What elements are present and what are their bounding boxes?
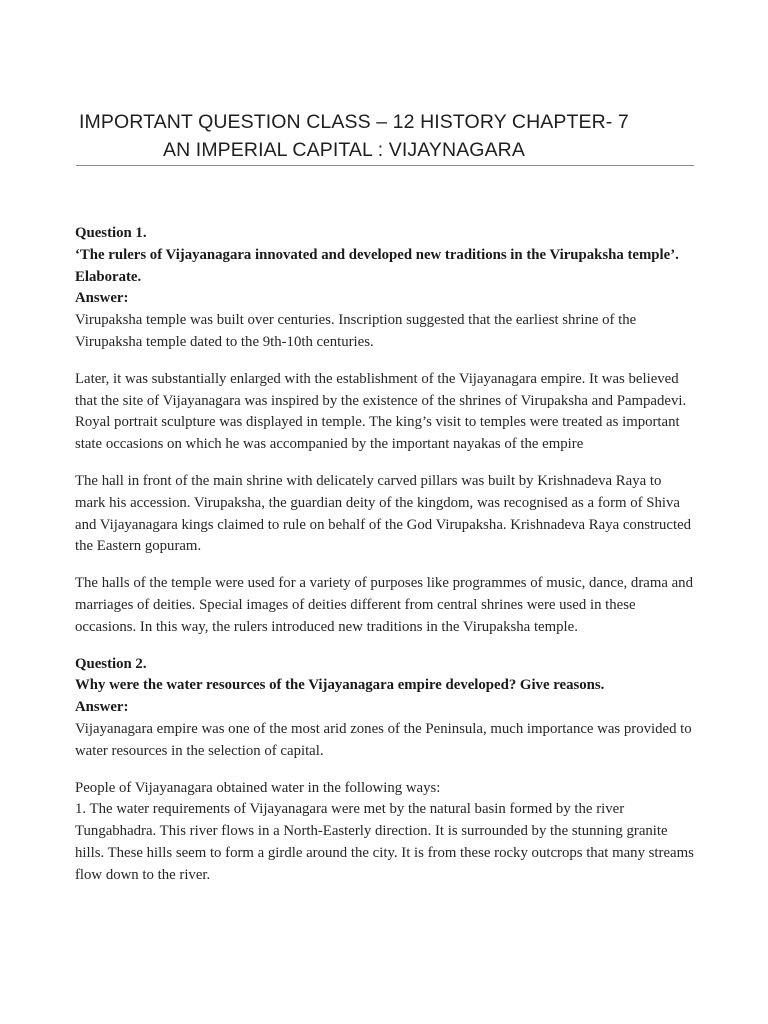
title-line-2: AN IMPERIAL CAPITAL : VIJAYNAGARA: [163, 139, 525, 161]
answer-paragraph: Later, it was substantially enlarged with the establishment of the Vijayanagara empire. It was believed that the site of Vijayanagara was inspired by the existence of the shrines of Virupaksha and Pampadevi. Royal portrait sculpture was displayed in temple. The king’s visit to temples were treated as important state occasions on which he was accompanied by the important nayakas of the empire: [75, 370, 687, 453]
answer-label: Answer:: [75, 290, 129, 307]
document-body: [75, 223, 695, 902]
answer-label: Answer:: [75, 699, 129, 716]
header-underline: [76, 165, 694, 166]
question-text: Why were the water resources of the Vijayanagara empire developed? Give reasons.: [75, 677, 605, 694]
question-text: ‘The rulers of Vijayanagara innovated and developed new traditions in the Virupaksha temple’. Elaborate.: [75, 246, 679, 285]
document-header: [76, 108, 694, 166]
question-block-2: [75, 654, 695, 887]
answer-paragraph: Vijayanagara empire was one of the most arid zones of the Peninsula, much importance was provided to water resources in the selection of capital.: [75, 720, 692, 759]
answer-paragraph: Virupaksha temple was built over centuries. Inscription suggested that the earliest shrine of the Virupaksha temple dated to the 9th-10th centuries.: [75, 312, 637, 350]
question-label: Question 1.: [75, 225, 147, 241]
answer-paragraph: 1. The water requirements of Vijayanagara were met by the natural basin formed by the river Tungabhadra. This river flows in a North-Easterly direction. It is surrounded by the stunning granite hills. These hills seem to form a girdle around the city. It is from these rocky outcrops that many streams flow down to the river.: [75, 801, 694, 883]
answer-paragraph: The hall in front of the main shrine with delicately carved pillars was built by Krishnadeva Raya to mark his accession. Virupaksha, the guardian deity of the kingdom, was recognised as a form of Shiva and Vijayanagara kings claimed to rule on behalf of the God Virupaksha. Krishnadeva Raya constructed the Eastern gopuram.: [75, 472, 692, 555]
answer-paragraph: People of Vijayanagara obtained water in the following ways:: [75, 779, 441, 796]
title-line-1: IMPORTANT QUESTION CLASS – 12 HISTORY CHAPTER- 7: [79, 111, 629, 133]
question-block-1: [75, 223, 695, 639]
answer-paragraph: The halls of the temple were used for a variety of purposes like programmes of music, dance, drama and marriages of deities. Special images of deities different from central shrines were used in these occasions. In this way, the rulers introduced new traditions in the Virupaksha temple.: [75, 575, 693, 635]
question-label: Question 2.: [75, 655, 147, 672]
